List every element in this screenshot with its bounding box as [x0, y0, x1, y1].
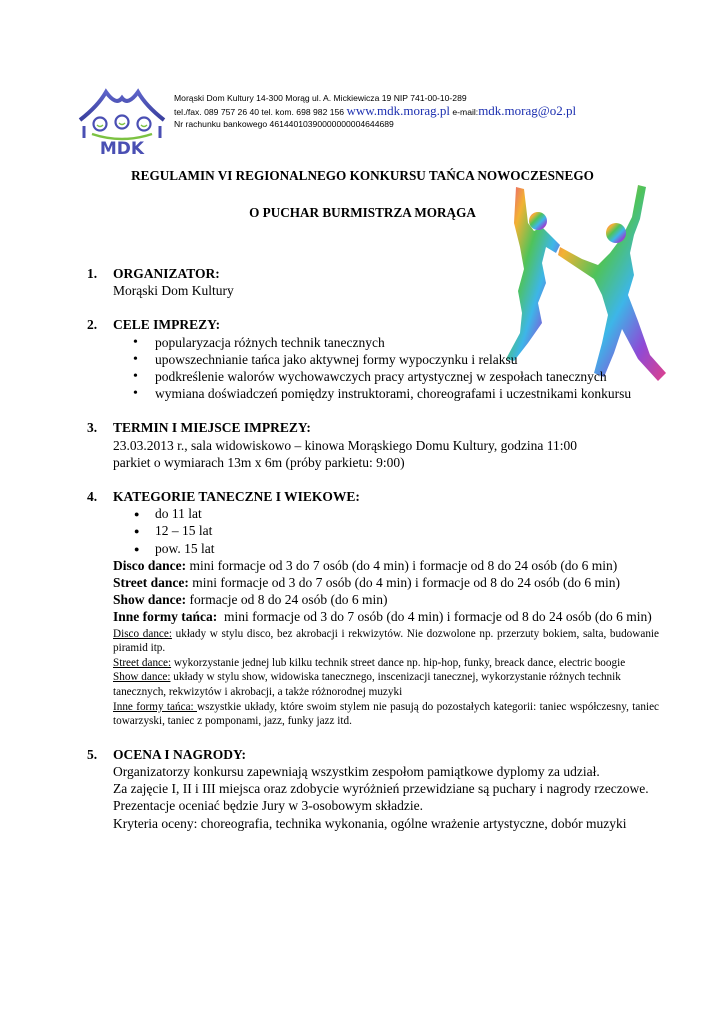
- category-name: Street dance:: [113, 575, 189, 591]
- list-item: • upowszechnianie tańca jako aktywnej formy wypoczynku i relaksu: [113, 351, 659, 368]
- category-desc: formacje od 8 do 24 osób (do 6 min): [186, 592, 388, 608]
- category-show: [113, 591, 659, 608]
- category-street: [113, 574, 659, 591]
- email-label: e-mail:: [450, 106, 479, 117]
- logo-text: MDK: [99, 139, 145, 158]
- awards-paragraph: Kryteria oceny: choreografia, technika wykonania, ogólne wrażenie artystyczne, dobór muzyki: [113, 815, 627, 831]
- category-desc: mini formacje od 3 do 7 osób (do 4 min) i formacje od 8 do 24 osób (do 6 min): [186, 557, 618, 573]
- address-line: Morąski Dom Kultury 14-300 Morąg ul. A. Mickiewicza 19 NIP 741-00-10-289: [174, 93, 467, 103]
- definition-other: [113, 700, 659, 729]
- goals-list: [113, 334, 659, 403]
- date-place-line: 23.03.2013 r., sala widowiskowo – kinowa Morąskiego Domu Kultury, godzina 11:00: [113, 437, 577, 453]
- category-other: [113, 608, 659, 625]
- definition-name: Street dance:: [113, 656, 172, 669]
- section-awards: [87, 746, 659, 832]
- category-name: Show dance:: [113, 592, 187, 608]
- floor-size-line: parkiet o wymiarach 13m x 6m (próby parkietu: 9:00): [113, 454, 405, 470]
- bank-account-line: Nr rachunku bankowego 46144010390000000004644689: [174, 119, 394, 129]
- contact-info: [174, 92, 576, 131]
- letterhead: [76, 86, 676, 156]
- definition-desc: układy w stylu show, widowiska tanecznego, inscenizacji tanecznej, wykorzystanie różnych technik tanecznych, rekwizytów i akrobacji, a także różnorodnej muzyki: [113, 671, 621, 699]
- definition-disco: [113, 627, 659, 656]
- list-item: ● pow. 15 lat: [113, 540, 659, 557]
- organizer-name: Morąski Dom Kultury: [113, 283, 234, 299]
- category-name: Inne formy tańca:: [113, 609, 218, 625]
- section-heading: KATEGORIE TANECZNE I WIEKOWE:: [113, 489, 360, 505]
- list-item: • podkreślenie walorów wychowawczych pracy artystycznej w zespołach tanecznych: [113, 368, 659, 385]
- section-categories: [87, 488, 659, 729]
- category-desc: mini formacje od 3 do 7 osób (do 4 min) i formacje od 8 do 24 osób (do 6 min): [188, 575, 621, 591]
- definition-street: [113, 656, 659, 671]
- phone-line: [174, 102, 577, 119]
- definition-name: Inne formy tańca:: [113, 700, 198, 713]
- section-heading: ORGANIZATOR:: [113, 266, 220, 281]
- section-number: 5.: [87, 746, 98, 762]
- website-link[interactable]: www.mdk.morag.pl: [346, 102, 450, 118]
- definition-desc: wszystkie układy, które swoim stylem nie pasują do pozostałych kategorii: taniec współczesny, taniec towarzyski, taniec z pomponami, jazz, funky jazz itd.: [113, 700, 660, 728]
- section-number: 1.: [87, 266, 98, 281]
- list-item: ● 12 – 15 lat: [113, 522, 659, 539]
- category-name: Disco dance:: [113, 557, 187, 573]
- awards-paragraph: Organizatorzy konkursu zapewniają wszystkim zespołom pamiątkowe dyplomy za udział.: [113, 764, 600, 780]
- category-disco: [113, 557, 659, 574]
- section-number: 2.: [87, 317, 98, 333]
- section-goals: [87, 316, 659, 402]
- awards-paragraph: Za zajęcie I, II i III miejsca oraz zdobycie wyróżnień przewidziane są puchary i nagrody rzeczowe.: [113, 781, 649, 797]
- list-item: ● do 11 lat: [113, 505, 659, 522]
- section-number: 3.: [87, 420, 98, 436]
- section-date-place: [87, 419, 659, 471]
- section-organizer: [87, 265, 659, 299]
- definition-show: [113, 670, 659, 699]
- phone-text: tel./fax. 089 757 26 40 tel. kom. 698 982 156: [174, 106, 347, 117]
- mdk-logo: [76, 86, 168, 158]
- category-desc: mini formacje od 3 do 7 osób (do 4 min) i formacje od 8 do 24 osób (do 6 min): [217, 609, 652, 625]
- definition-desc: wykorzystanie jednej lub kilku technik street dance np. hip-hop, funky, breack dance, electric boogie: [171, 656, 626, 669]
- section-heading: CELE IMPREZY:: [113, 317, 221, 333]
- document-body: [87, 265, 659, 832]
- definition-name: Disco dance:: [113, 627, 172, 640]
- document-subtitle: O PUCHAR BURMISTRZA MORĄGA: [249, 205, 476, 220]
- section-heading: OCENA I NAGRODY:: [113, 746, 247, 762]
- section-heading: TERMIN I MIEJSCE IMPREZY:: [113, 420, 311, 436]
- definition-name: Show dance:: [113, 671, 171, 684]
- section-number: 4.: [87, 489, 98, 505]
- awards-paragraph: Prezentacje oceniać będzie Jury w 3-osobowym składzie.: [113, 798, 424, 814]
- document-title: REGULAMIN VI REGIONALNEGO KONKURSU TAŃCA NOWOCZESNEGO: [131, 168, 594, 183]
- list-item: • popularyzacja różnych technik tanecznych: [113, 334, 659, 351]
- list-item: • wymiana doświadczeń pomiędzy instruktorami, choreografami i uczestnikami konkursu: [113, 385, 659, 402]
- age-groups-list: [113, 505, 659, 557]
- email-link[interactable]: mdk.morag@o2.pl: [478, 102, 577, 118]
- definition-desc: układy w stylu disco, bez akrobacji i rekwizytów. Nie dozwolone np. przerzuty bokiem, salta, budowanie piramid itp.: [113, 627, 659, 655]
